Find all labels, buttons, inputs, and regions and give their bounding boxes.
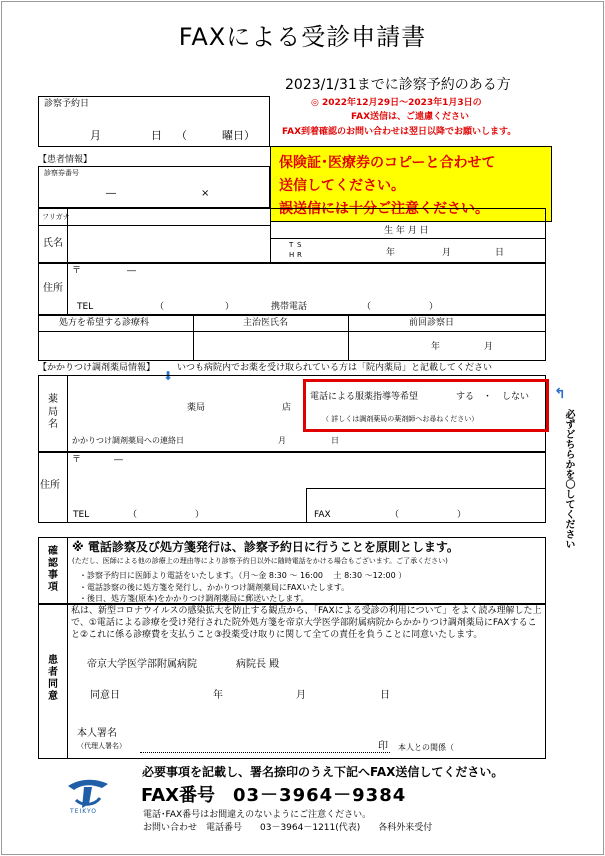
tel-close: ） [225,302,235,312]
pharmacy-suffix: 薬局 [187,403,206,413]
birth-month-label: 月 [442,248,452,258]
relation-label: 本人との関係（ [398,743,454,752]
consent-col-divider [67,604,68,759]
mobile-close: ） [429,302,439,312]
relation-field[interactable] [470,740,542,756]
teikyo-logo [62,778,112,818]
era-s[interactable]: S [297,241,302,249]
last-visit-label: 前回診察日 [409,318,455,328]
pharmacy-col-divider [67,375,68,452]
branch-suffix: 店 [282,403,292,413]
pharmacy-fax-open: （ [390,510,400,520]
pharmacy-section-label: 【かかりつけ調剤薬局情報】 [38,363,156,373]
confirm-item-3: ・後日、処方箋(原本)をかかりつけ調剤薬局に郵送いたします。 [79,594,309,603]
confirm-item-1: ・診察予約日に医師より電話をいたします。（月～金 8:30 ～ 16:00 土 8:30 ～12:00 ） [79,571,407,580]
pharmacy-tel-label: TEL [73,510,90,520]
name-field[interactable] [70,227,268,261]
pharmacy-name-field[interactable] [70,392,300,422]
pharmacy-tel-field[interactable] [110,505,200,521]
fax-instruction: 必要事項を記載し、署名捺印のうえ下記へFAX送信してください。 [142,765,504,779]
appointment-day-label: 日 [151,129,162,142]
phone-guidance-yes[interactable]: する [456,392,475,402]
consent-date-field[interactable] [130,685,410,703]
director-label: 病院長 殿 [236,659,280,670]
phone-guidance-separator: ・ [483,392,493,402]
warning-line-3: 誤送信には十分ご注意ください。 [279,201,489,217]
warning-line-1: 保険証･医療券のコピーと合わせて [279,155,496,171]
side-arrow-icon: ↰ [554,386,566,402]
birth-date-label: 生 年 月 日 [384,226,429,236]
pharmacy-fax-field[interactable] [395,505,455,521]
consent-date-label: 同意日 [90,690,120,701]
department-label: 処方を希望する診療科 [59,318,150,328]
pharmacy-address-label: 住所 [40,480,60,491]
side-note-vertical: 必ずどちらかを〇してください [563,409,574,549]
signature-label: 本人署名 [77,728,117,739]
pharmacy-tel-open: （ [128,510,138,520]
pharmacy-note: いつも病院内でお薬を受け取られている方は「院内薬局」と記載してください [177,363,493,373]
appointment-weekday-open: （ [176,129,187,142]
appointment-date-label: 診察予約日 [44,99,90,109]
mobile-label: 携帯電話 [271,302,308,312]
card-number-label: 診察券番号 [44,169,79,177]
warning-line-2: 送信してください。 [279,178,405,194]
postal-mark: 〒 [72,266,82,276]
pharmacy-tel-close: ） [195,510,205,520]
appointment-month-label: 月 [90,129,101,142]
holiday-notice-1: ◎ 2022年12月29日～2023年1月3日の [311,98,482,108]
proxy-signature-label: （代理人署名） [77,742,126,750]
consent-label: 患者同意 [48,655,58,702]
teikyo-logo-text: TEIKYO [70,808,98,815]
confirm-main-text: ※ 電話診察及び処方箋発行は、診察予約日に行うことを原則とします。 [72,540,459,554]
phone-guidance-box [303,379,549,432]
mobile-open: （ [362,302,372,312]
address-field[interactable] [70,264,544,298]
era-t[interactable]: T [289,241,294,249]
consent-year-label: 年 [213,690,223,701]
confirm-label: 確認事項 [48,546,58,593]
confirm-sub-text: (ただし、医師による他の診療上の理由等により診察予約日以外に随時電話をかける場合もございます。ご了承ください) [72,557,448,565]
last-visit-month: 月 [484,342,494,352]
patient-section-label: 【患者情報】 [38,155,93,165]
doctor-label: 主治医氏名 [243,318,289,328]
pharmacy-postal-dash: ― [114,455,123,465]
confirm-col-divider [67,537,68,604]
holiday-notice-2: FAX送信は、ご遠慮ください [351,112,470,122]
deadline-heading: 2023/1/31までに診察予約のある方 [285,77,511,93]
consent-text: 私は、新型コロナウイルスの感染拡大を防止する観点から、「FAXによる受診の利用について」をよく読み理解した上で、①電話による診療を受け発行された院外処方箋を帝京大学医学部附属病院からかかりつけ調剤薬局にFAXすること②これに係る診療費を支払うこと③投薬受け取りに関して全ての責任を負うことに同意いたします。 [71,606,542,640]
card-number-x: × [201,188,210,199]
phone-guidance-detail: （ 詳しくは調剤薬局の薬剤師へお尋ねください） [322,415,479,423]
signature-underline [140,752,390,753]
phone-guidance-no[interactable]: しない [502,392,530,402]
appointment-weekday-label: 曜日） [222,129,255,142]
dept-col-divider [193,315,194,361]
birth-col-divider [270,222,271,263]
era-h[interactable]: H [289,251,295,259]
pharmacy-address-divider [67,452,68,523]
department-field[interactable] [40,333,191,359]
contact-day-label: 日 [331,436,339,445]
confirm-item-2: ・電話診察の後に処方箋を発行し、かかりつけ調剤薬局にFAXいたします。 [79,583,350,592]
consent-day-label: 日 [380,690,390,701]
pharmacy-fax-close: ） [457,510,467,520]
name-label: 氏名 [43,238,63,249]
pharmacy-name-label: 薬局名 [48,394,58,430]
contact-date-label: かかりつけ調剤薬局への連絡日 [72,436,184,445]
doctor-field[interactable] [195,333,346,359]
fax-number[interactable]: 03－3964－9384 [233,785,407,806]
dept-header-divider [38,331,546,332]
era-r[interactable]: R [297,251,302,259]
birth-day-label: 日 [495,248,505,258]
tel-label: TEL [77,302,94,312]
pharmacy-postal-mark: 〒 [72,455,82,465]
down-arrow-icon: ⬇ [163,369,174,383]
page-title: FAXによる受診申請書 [178,23,427,51]
furigana-divider [38,225,270,226]
inquiry-phone: お問い合わせ 電話番号 03－3964－1211(代表) 各科外来受付 [143,823,433,833]
number-caution: 電話･FAX番号はお間違えのないようにご注意ください。 [143,810,372,820]
hospital-name: 帝京大学医学部附属病院 [87,659,197,670]
address-label: 住所 [43,283,63,294]
birth-year-label: 年 [386,248,396,258]
furigana-label: フリガナ [42,213,70,221]
tel-open: （ [155,302,165,312]
doctor-col-divider [348,315,349,361]
signature-field[interactable] [135,728,375,752]
last-visit-year: 年 [431,342,441,352]
card-number-dash: ― [106,188,116,199]
fax-confirm-notice: FAX到着確認のお問い合わせは翌日以降でお願いします。 [282,127,517,137]
seal-mark: 印 [378,741,388,752]
postal-dash: ― [127,266,136,276]
pharmacy-address-field[interactable] [70,453,544,487]
fax-number-label: FAX番号 [141,785,216,806]
consent-month-label: 月 [296,690,306,701]
phone-guidance-label: 電話による服薬指導等希望 [310,392,419,402]
pharmacy-fax-label: FAX [314,510,331,520]
birth-header-divider [270,238,546,239]
address-col-divider [67,263,68,315]
contact-month-label: 月 [278,436,286,445]
